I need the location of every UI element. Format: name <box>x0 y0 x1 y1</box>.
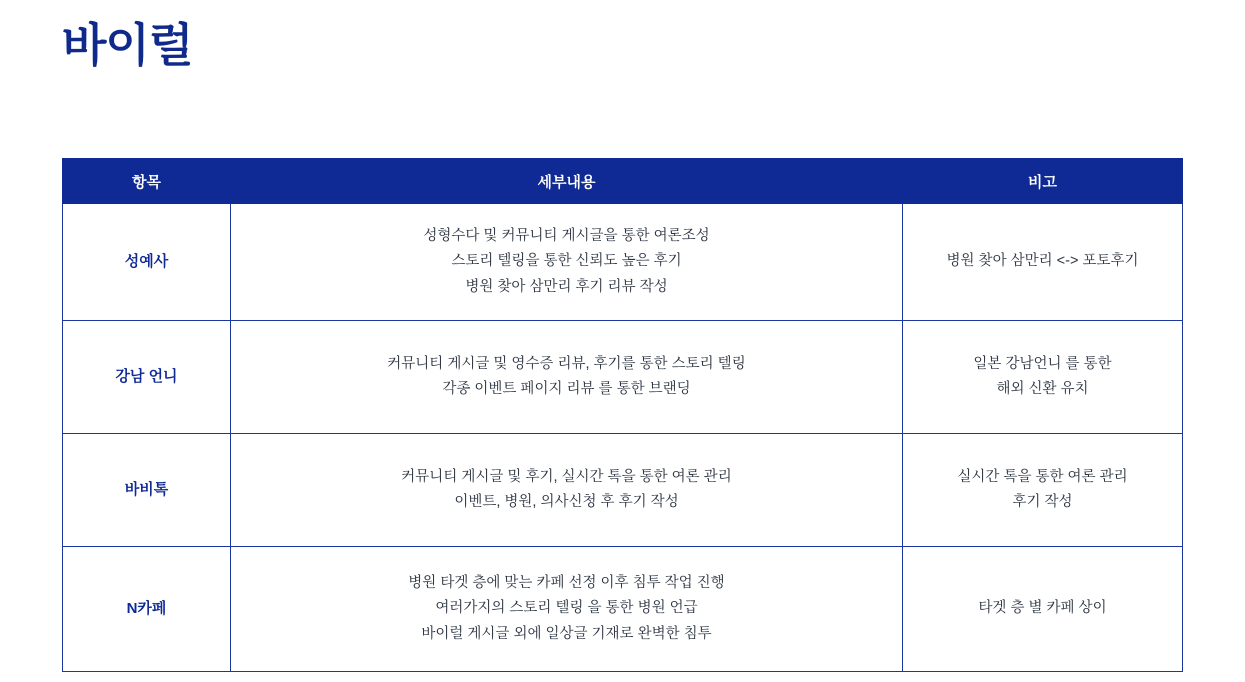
table-row <box>63 434 1183 547</box>
cell-note <box>903 204 1183 321</box>
cell-detail <box>231 434 903 547</box>
note-line: 후기 작성 <box>1012 494 1073 510</box>
column-header-note: 비고 <box>903 159 1183 204</box>
table-row <box>63 204 1183 321</box>
page-title: 바이럴 <box>62 19 193 71</box>
detail-line: 스토리 텔링을 통한 신뢰도 높은 후기 <box>451 253 682 270</box>
detail-line: 이벤트, 병원, 의사신청 후 후기 작성 <box>454 494 679 510</box>
cell-note <box>903 547 1183 672</box>
cell-item: N카페 <box>63 547 231 672</box>
cell-item: 강남 언니 <box>63 321 231 434</box>
column-header-detail: 세부내용 <box>231 159 903 204</box>
note-line: 해외 신환 유치 <box>996 381 1089 397</box>
note-line: 실시간 톡을 통한 여론 관리 <box>957 468 1128 485</box>
detail-line: 각종 이벤트 페이지 리뷰 를 통한 브랜딩 <box>442 381 691 397</box>
note-line: 일본 강남언니 를 통한 <box>973 355 1112 372</box>
detail-line: 성형수다 및 커뮤니티 게시글을 통한 여론조성 <box>423 227 710 244</box>
detail-line: 병원 찾아 삼만리 후기 리뷰 작성 <box>465 278 668 295</box>
cell-item: 바비톡 <box>63 434 231 547</box>
column-header-item: 항목 <box>63 159 231 204</box>
table-header <box>63 159 1183 204</box>
detail-line: 커뮤니티 게시글 및 후기, 실시간 톡을 통한 여론 관리 <box>401 468 732 485</box>
viral-table-container <box>62 158 1182 672</box>
cell-note <box>903 434 1183 547</box>
cell-detail <box>231 321 903 434</box>
note-line: 병원 찾아 삼만리 <-> 포토후기 <box>946 253 1139 270</box>
viral-table <box>62 158 1183 672</box>
note-line: 타겟 층 별 카페 상이 <box>978 600 1107 617</box>
cell-detail <box>231 204 903 321</box>
cell-item: 성예사 <box>63 204 231 321</box>
detail-line: 바이럴 게시글 외에 일상글 기재로 완벽한 침투 <box>421 625 712 642</box>
detail-line: 병원 타겟 층에 맞는 카페 선정 이후 침투 작업 진행 <box>408 574 725 591</box>
table-row <box>63 547 1183 672</box>
table-row <box>63 321 1183 434</box>
cell-note <box>903 321 1183 434</box>
cell-detail <box>231 547 903 672</box>
table-header-row <box>63 159 1183 204</box>
detail-line: 커뮤니티 게시글 및 영수증 리뷰, 후기를 통한 스토리 텔링 <box>387 355 746 372</box>
table-body <box>63 204 1183 672</box>
detail-line: 여러가지의 스토리 텔링 을 통한 병원 언급 <box>435 600 698 617</box>
